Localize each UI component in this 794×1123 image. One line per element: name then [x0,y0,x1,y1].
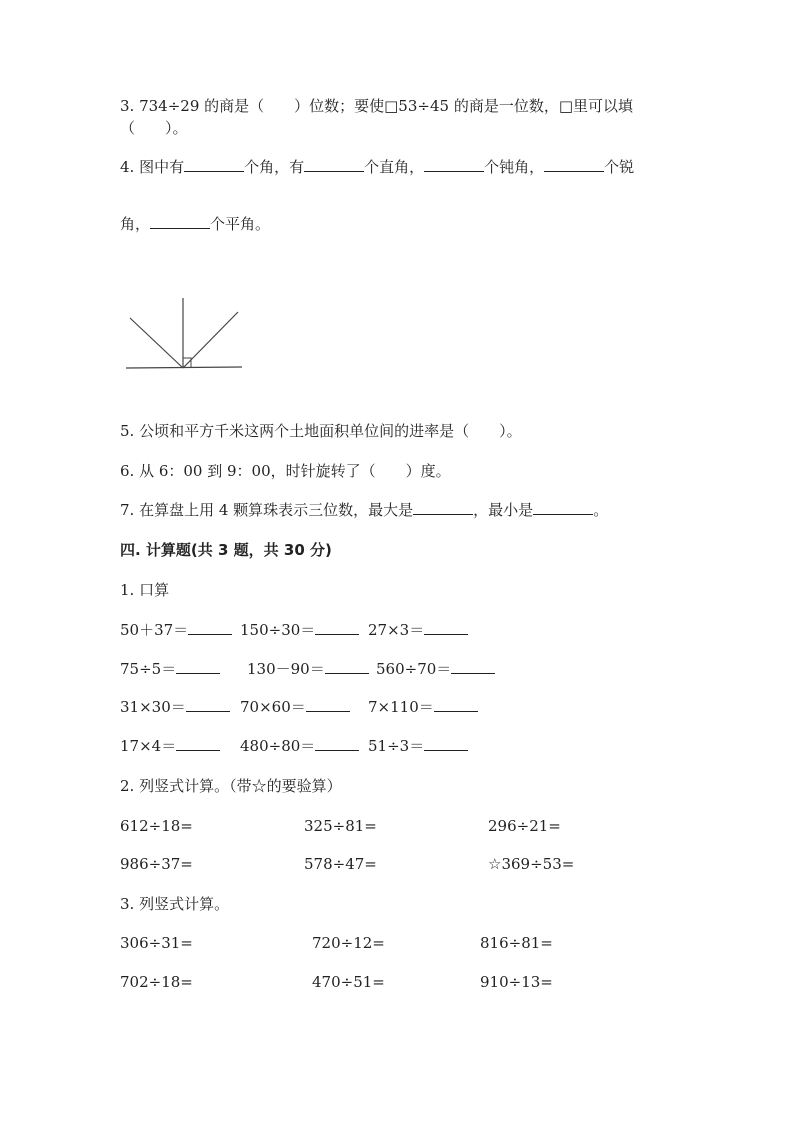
vertical-problem: 720÷12= [312,934,385,952]
vertical-problem-check: ☆369÷53= [488,855,575,873]
question-4-text-6: 角， [120,215,151,233]
vertical-problem: 986÷37= [120,855,193,873]
oral-expression: 480÷80＝ [240,737,316,755]
answer-blank[interactable] [306,697,350,712]
oral-item [368,620,468,640]
oral-expression: 27×3＝ [368,621,425,639]
vertical-problem: 470÷51= [312,973,385,991]
oral-item [240,697,350,717]
question-3-line-2: （ ）。 [120,119,188,137]
answer-blank[interactable] [315,620,359,635]
oral-item [240,620,359,640]
oral-calc-title: 1. 口算 [120,581,170,599]
oral-item [120,620,232,640]
answer-blank[interactable] [315,736,359,751]
oral-item [368,697,478,717]
vertical-calc-2-title: 3. 列竖式计算。 [120,895,230,913]
vertical-problem: 578÷47= [304,855,377,873]
question-4-text-4: 个钝角， [484,158,545,176]
answer-blank[interactable] [544,157,604,172]
vertical-calc-1-title: 2. 列竖式计算。（带☆的要验算） [120,777,342,795]
angle-figure [120,292,250,376]
oral-expression: 70×60＝ [240,698,306,716]
question-4-text-7: 个平角。 [210,215,271,233]
vertical-problem: 910÷13= [480,973,553,991]
vertical-problem: 816÷81= [480,934,553,952]
oral-item [120,659,220,679]
question-4-line-2 [120,214,270,234]
oral-expression: 560÷70＝ [376,660,452,678]
oral-item [120,736,220,756]
answer-blank[interactable] [424,736,468,751]
vertical-problem: 612÷18= [120,817,193,835]
answer-blank[interactable] [304,157,364,172]
vertical-problem: 325÷81= [304,817,377,835]
question-4-text-2: 个角，有 [244,158,305,176]
oral-item [120,697,230,717]
oral-expression: 51÷3＝ [368,737,425,755]
vertical-problem: 306÷31= [120,934,193,952]
vertical-problem: 702÷18= [120,973,193,991]
oral-expression: 17×4＝ [120,737,177,755]
question-4-text-3: 个直角， [364,158,425,176]
answer-blank[interactable] [424,157,484,172]
oral-expression: 75÷5＝ [120,660,177,678]
answer-blank[interactable] [150,214,210,229]
section-4-title: 四. 计算题(共 3 题，共 30 分) [120,541,332,559]
question-4-line-1 [120,157,634,177]
answer-blank[interactable] [186,697,230,712]
answer-blank[interactable] [413,500,473,515]
answer-blank[interactable] [188,620,232,635]
oral-item [368,736,468,756]
question-7 [120,500,608,520]
answer-blank[interactable] [434,697,478,712]
oral-expression: 150÷30＝ [240,621,316,639]
oral-expression: 7×110＝ [368,698,434,716]
question-3-line-1: 3. 734÷29 的商是（ ）位数；要使□53÷45 的商是一位数，□里可以填 [120,97,633,115]
answer-blank[interactable] [325,659,369,674]
vertical-problem: 296÷21= [488,817,561,835]
oral-item [376,659,495,679]
answer-blank[interactable] [451,659,495,674]
question-6: 6. 从 6：00 到 9：00，时针旋转了（ ）度。 [120,462,451,480]
oral-expression: 130－90＝ [247,660,325,678]
answer-blank[interactable] [424,620,468,635]
oral-item [247,659,369,679]
answer-blank[interactable] [184,157,244,172]
answer-blank[interactable] [176,736,220,751]
question-4-text-1: 4. 图中有 [120,158,185,176]
left-oblique-ray [130,318,183,368]
oral-expression: 31×30＝ [120,698,186,716]
question-7-text-1: 7. 在算盘上用 4 颗算珠表示三位数，最大是 [120,501,414,519]
question-7-text-2: ，最小是 [473,501,534,519]
answer-blank[interactable] [176,659,220,674]
question-5: 5. 公顷和平方千米这两个土地面积单位间的进率是（ ）。 [120,422,522,440]
oral-expression: 50＋37＝ [120,621,189,639]
answer-blank[interactable] [533,500,593,515]
question-7-text-3: 。 [593,501,609,519]
question-4-text-5: 个锐 [604,158,635,176]
oral-item [240,736,359,756]
